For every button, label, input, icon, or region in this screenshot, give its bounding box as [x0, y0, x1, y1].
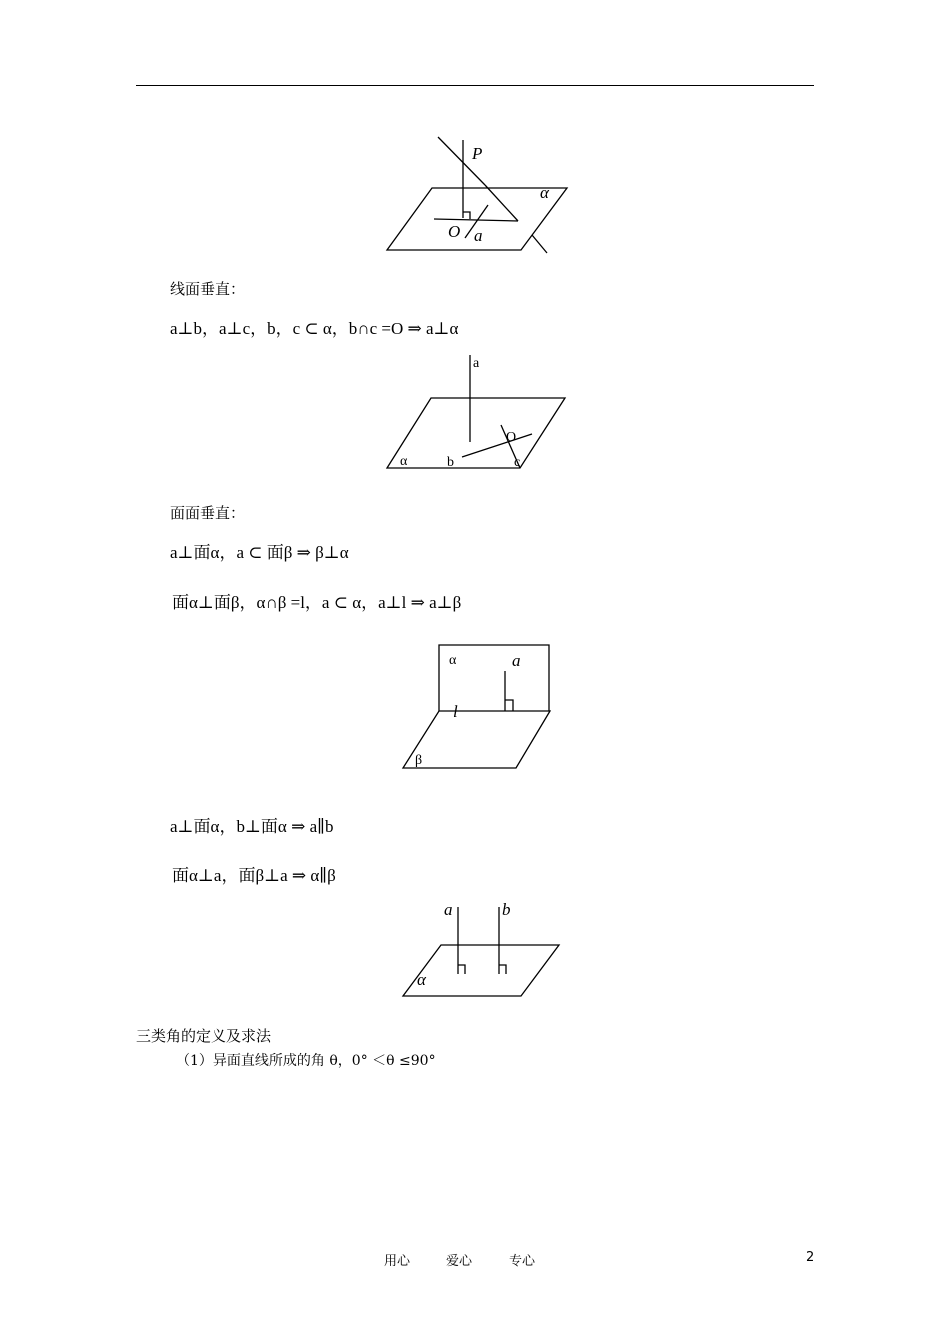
- label-a: a: [444, 900, 453, 919]
- footer-middle: 爱心: [446, 1254, 473, 1269]
- label-alpha: α: [449, 653, 457, 668]
- right-angle-mark: [505, 700, 513, 711]
- line-b: [462, 434, 532, 457]
- right-angle-mark: [463, 212, 470, 219]
- label-a: a: [473, 356, 480, 371]
- label-alpha: α: [540, 183, 549, 202]
- figure-perpendicular-planes: [395, 640, 565, 780]
- plane-alpha: [403, 945, 559, 996]
- footer-right: 专心: [509, 1254, 536, 1269]
- heading-plane-plane-perp: 面面垂直：: [170, 504, 246, 522]
- label-o: O: [506, 430, 517, 445]
- label-beta: β: [415, 753, 423, 768]
- label-p: P: [472, 144, 483, 163]
- formula-line-plane-perp: a⊥b，a⊥c，b，c ⊂ α，b∩c =O ⇒ a⊥α: [170, 319, 459, 338]
- right-angle-mark-a: [458, 965, 465, 974]
- heading-line-plane-perp: 线面垂直：: [170, 280, 246, 298]
- label-c: c: [514, 455, 521, 470]
- slant-line-inner: [485, 185, 518, 221]
- item-skew-lines-angle: （1）异面直线所成的角 θ，0° ＜θ ≤90°: [176, 1053, 436, 1069]
- header-rule: [136, 85, 814, 86]
- formula-plane-plane-perp-2: 面α⊥面β，α∩β =l，a ⊂ α，a⊥l ⇒ a⊥β: [172, 593, 462, 612]
- projection-line: [434, 219, 518, 221]
- figure-line-plane-angle: [380, 135, 580, 260]
- label-l: l: [453, 702, 458, 721]
- figure-parallel-lines: [395, 895, 570, 1005]
- formula-plane-plane-perp-1: a⊥面α，a ⊂ 面β ⇒ β⊥α: [170, 543, 349, 562]
- formula-parallel-2: 面α⊥a，面β⊥a ⇒ α∥β: [172, 866, 336, 885]
- heading-three-angles: 三类角的定义及求法: [136, 1027, 272, 1045]
- slant-line-lower: [532, 235, 547, 253]
- label-a: a: [512, 651, 521, 670]
- label-b: b: [447, 455, 454, 470]
- label-o: O: [448, 222, 461, 241]
- label-a: a: [474, 226, 483, 245]
- plane-alpha: [387, 398, 565, 468]
- label-b: b: [502, 900, 511, 919]
- formula-parallel-1: a⊥面α，b⊥面α ⇒ a∥b: [170, 817, 334, 836]
- label-alpha: α: [400, 454, 408, 469]
- plane-beta: [403, 711, 550, 768]
- figure-line-perp-plane: [380, 350, 580, 475]
- label-alpha: α: [417, 970, 426, 989]
- right-angle-mark-b: [499, 965, 506, 974]
- footer-left: 用心: [384, 1254, 411, 1269]
- page-number: 2: [806, 1250, 815, 1265]
